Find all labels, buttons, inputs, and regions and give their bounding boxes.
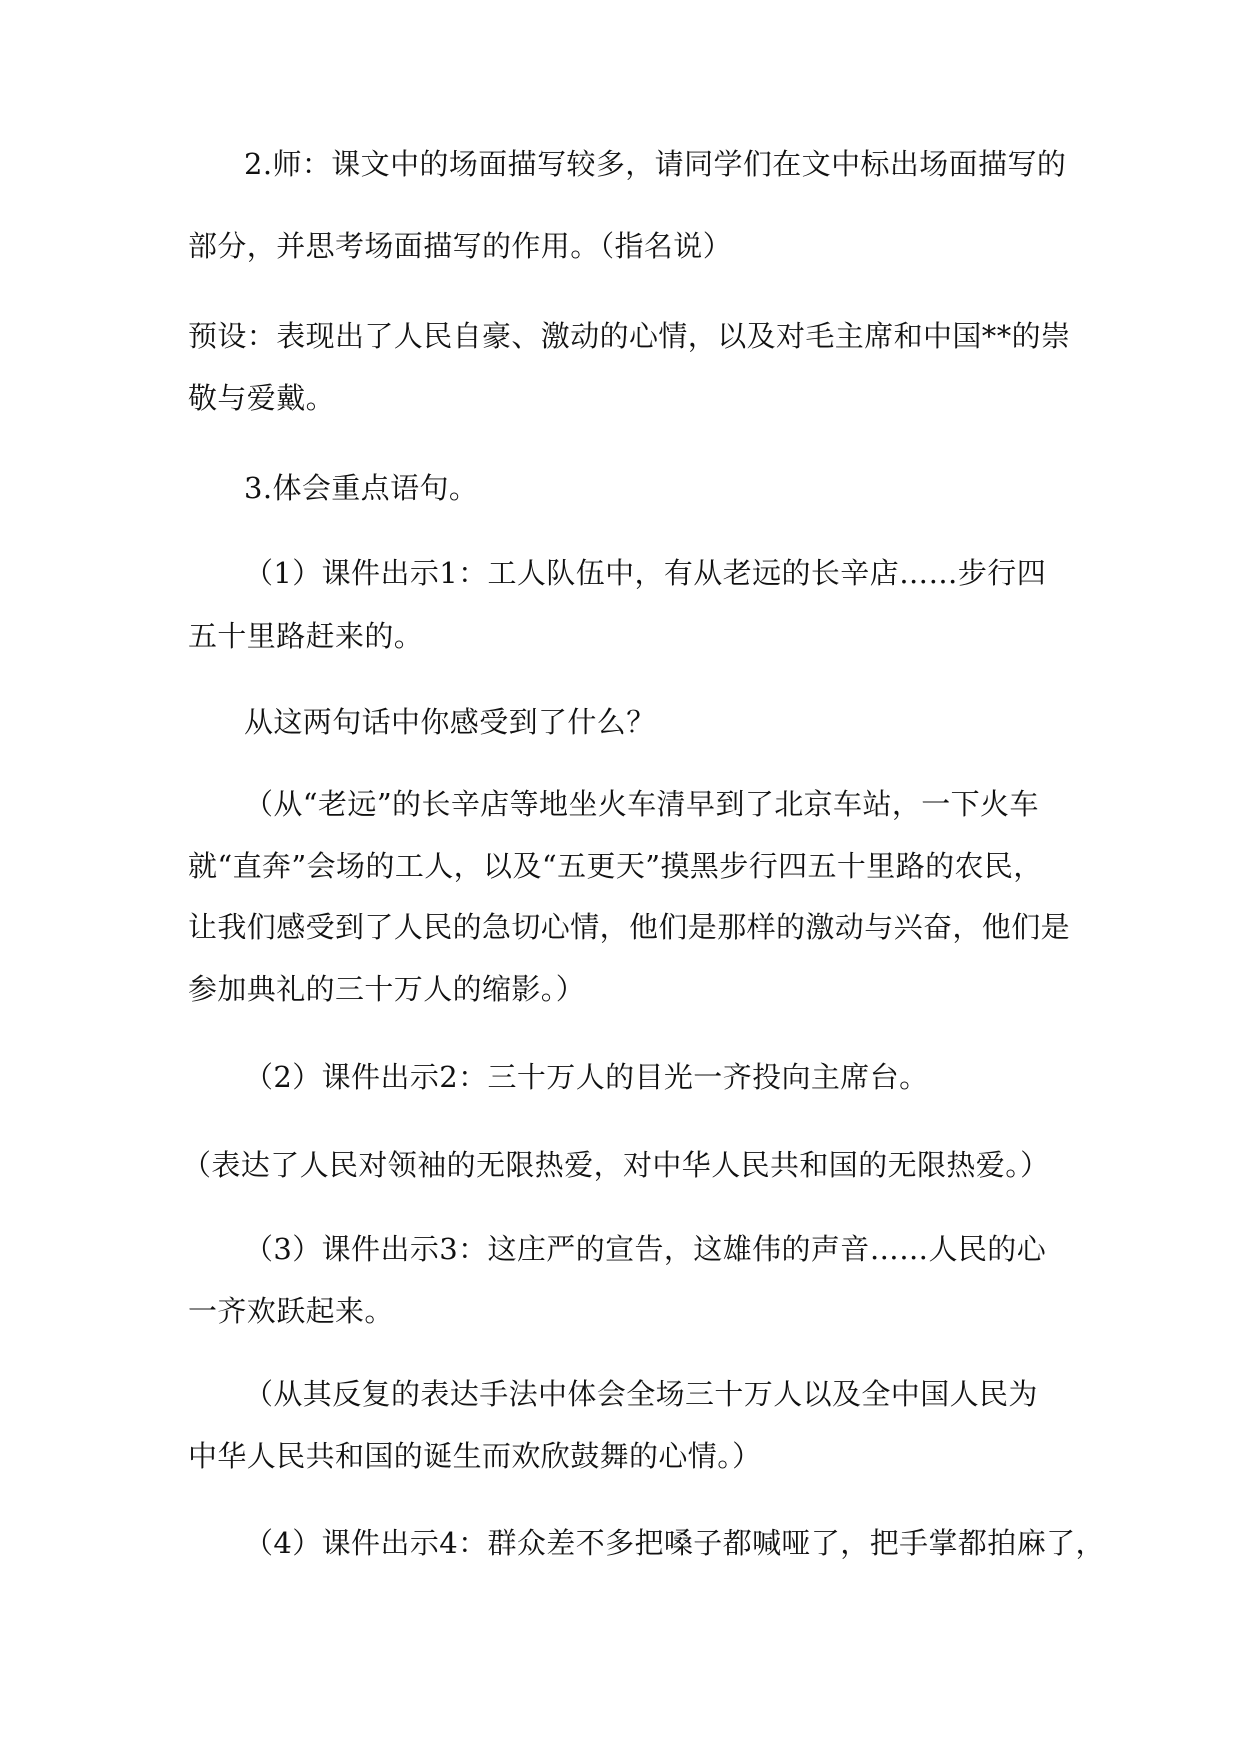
paragraph-line: 五十里路赶来的。 [188, 619, 424, 653]
paragraph-line: （3）课件出示3：这庄严的宣告，这雄伟的声音……人民的心 [244, 1232, 1047, 1266]
paragraph-line: 中华人民共和国的诞生而欢欣鼓舞的心情。） [188, 1439, 762, 1473]
paragraph-line: （1）课件出示1：工人队伍中，有从老远的长辛店……步行四 [244, 556, 1047, 590]
paragraph-line: （4）课件出示4：群众差不多把嗓子都喊哑了，把手掌都拍麻了， [244, 1526, 1105, 1560]
paragraph-line: （2）课件出示2：三十万人的目光一齐投向主席台。 [244, 1060, 929, 1094]
paragraph-line: （从“老远”的长辛店等地坐火车清早到了北京车站，一下火车 [244, 787, 1039, 821]
paragraph-line: 3.体会重点语句。 [244, 471, 479, 505]
paragraph-line: 2.师：课文中的场面描写较多，请同学们在文中标出场面描写的 [244, 147, 1067, 181]
paragraph-line: （表达了人民对领袖的无限热爱，对中华人民共和国的无限热爱。） [182, 1148, 1050, 1182]
paragraph-line: 就“直奔”会场的工人，以及“五更天”摸黑步行四五十里路的农民， [188, 849, 1043, 883]
paragraph-line: （从其反复的表达手法中体会全场三十万人以及全中国人民为 [244, 1377, 1038, 1411]
paragraph-line: 敬与爱戴。 [188, 381, 336, 415]
paragraph-line: 参加典礼的三十万人的缩影。） [188, 972, 586, 1006]
paragraph-line: 让我们感受到了人民的急切心情，他们是那样的激动与兴奋，他们是 [188, 910, 1071, 944]
paragraph-line: 一齐欢跃起来。 [188, 1294, 394, 1328]
paragraph-line: 预设：表现出了人民自豪、激动的心情，以及对毛主席和中国**的崇 [188, 319, 1071, 353]
paragraph-line: 从这两句话中你感受到了什么？ [244, 705, 656, 739]
paragraph-line: 部分，并思考场面描写的作用。（指名说） [188, 229, 733, 263]
